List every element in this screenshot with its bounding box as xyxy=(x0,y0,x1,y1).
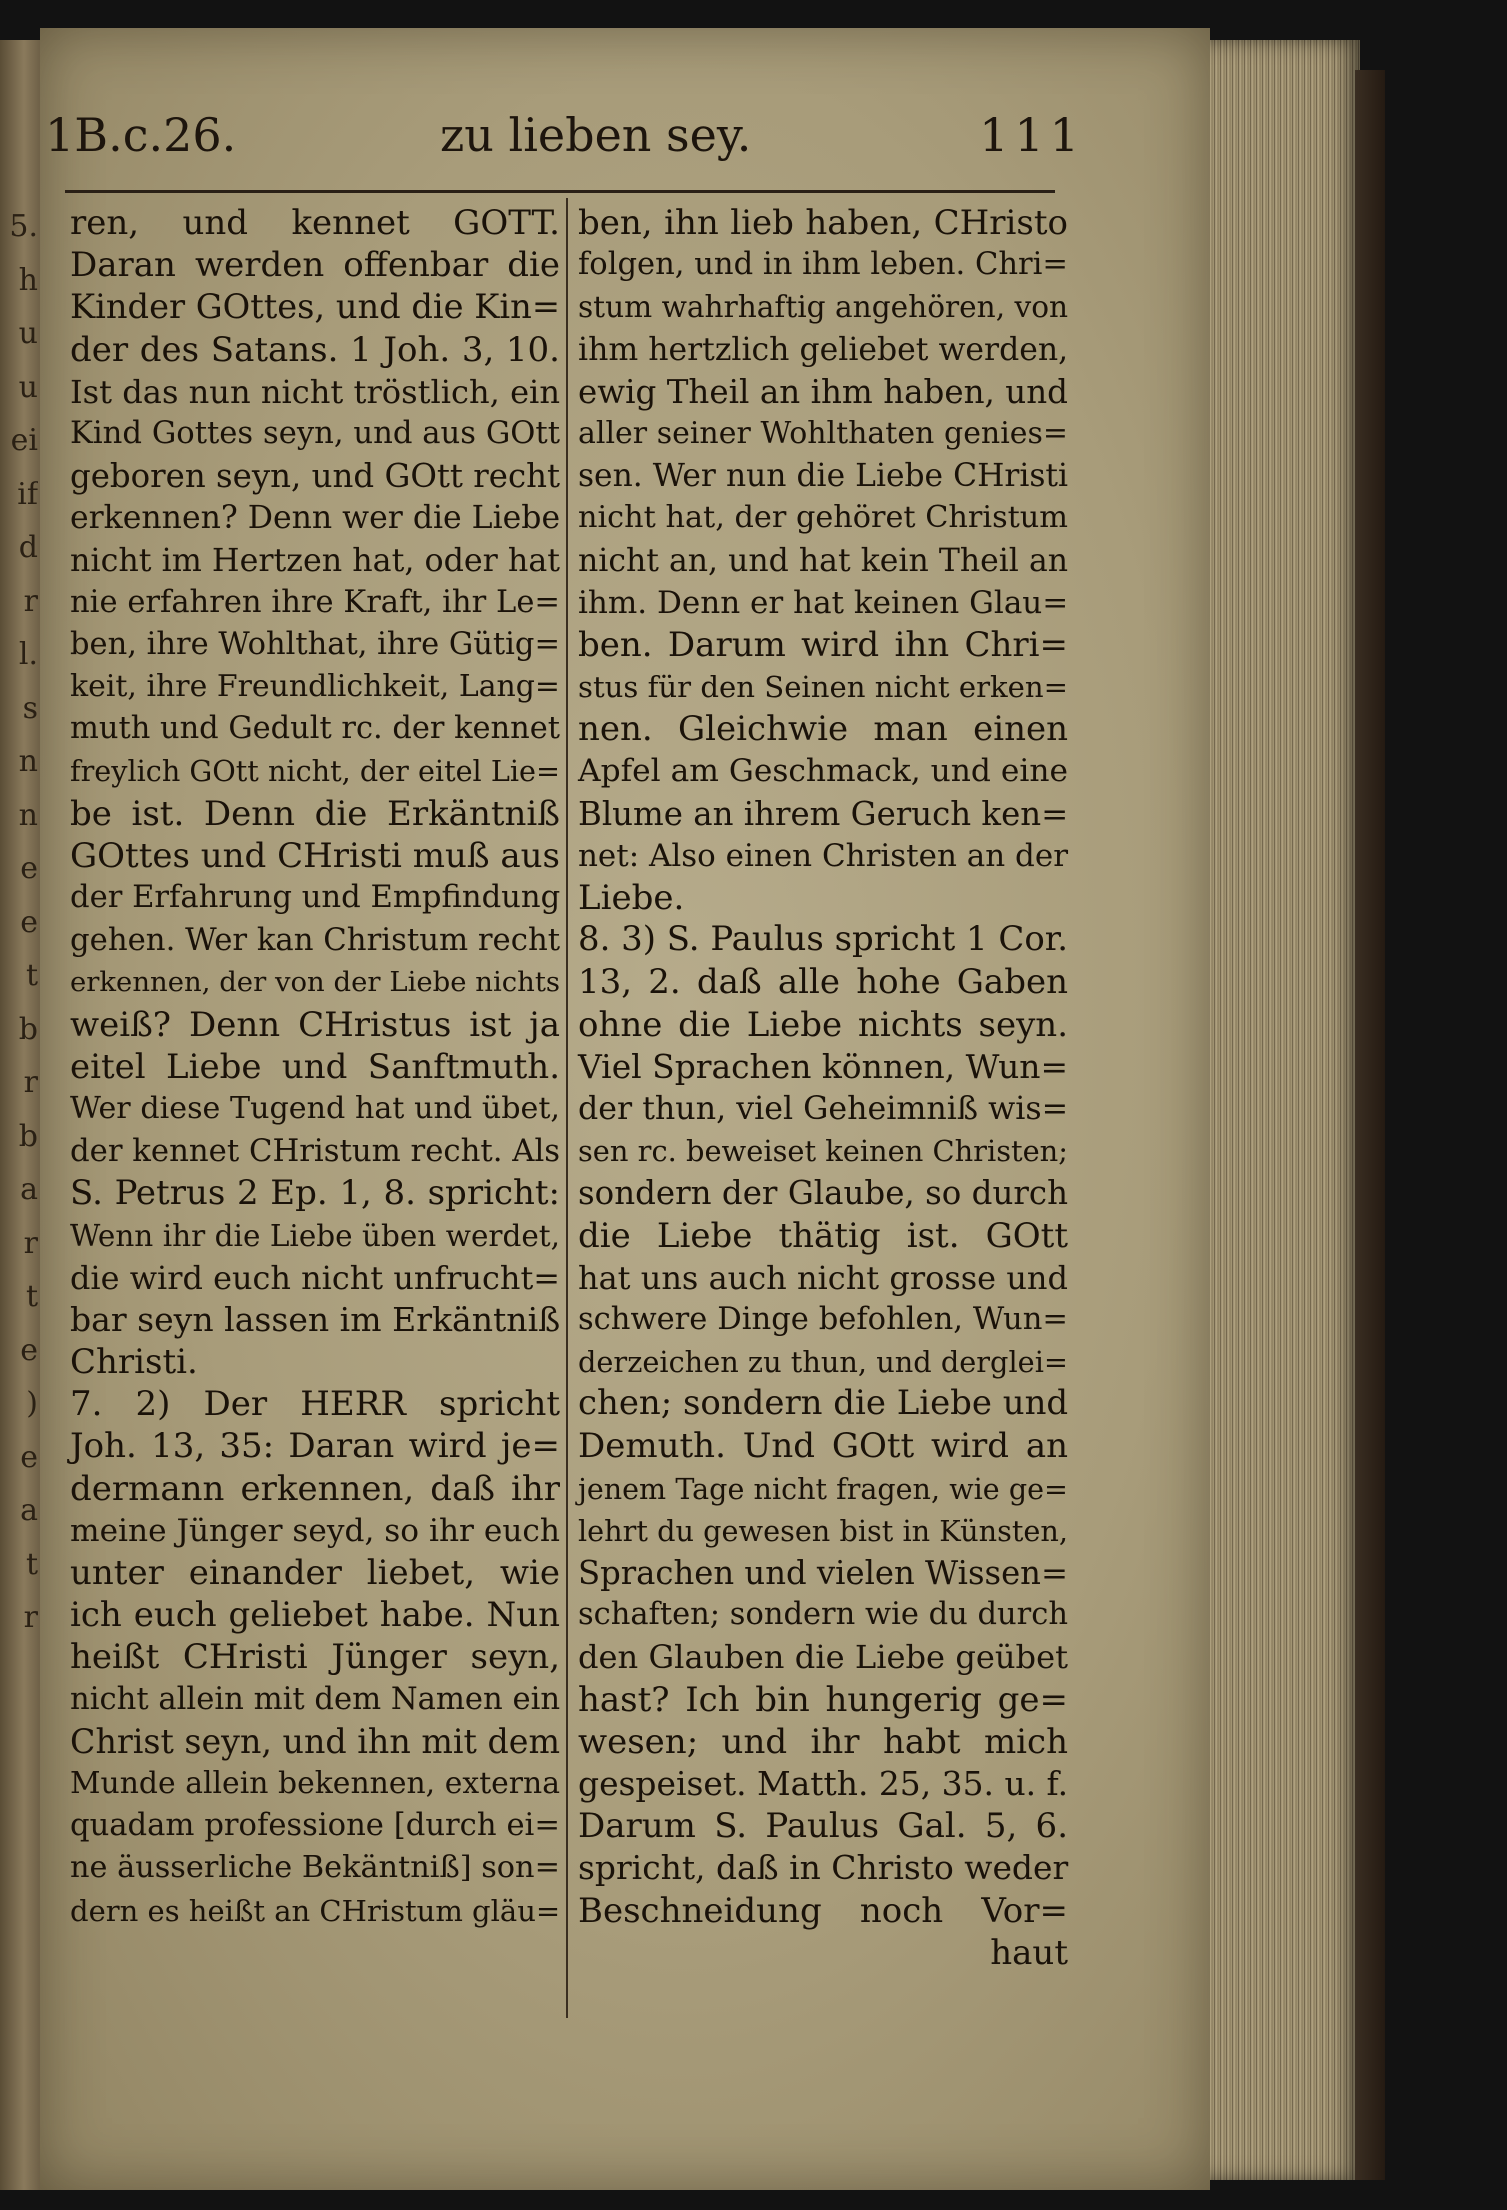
text-line: Kind Gottes seyn, und aus GOtt xyxy=(70,415,560,451)
previous-page-fragment: e xyxy=(20,1332,38,1368)
text-line: chen; sondern die Liebe und xyxy=(578,1384,1069,1424)
text-line: haut xyxy=(990,1932,1068,1973)
text-line: folgen, und in ihm leben. Chri= xyxy=(578,247,1068,283)
text-line: ren, und kennet GOTT. xyxy=(70,203,560,243)
right-column xyxy=(578,202,1068,1974)
text-line: Daran werden offenbar die xyxy=(70,245,560,286)
text-line: ben, ihn lieb haben, CHristo xyxy=(578,203,1068,243)
previous-page-fragment: r xyxy=(23,1225,38,1261)
previous-page-fragment: b xyxy=(18,1011,38,1047)
text-line: nicht allein mit dem Namen ein xyxy=(70,1681,561,1717)
text-line: hast? Ich bin hungerig ge= xyxy=(578,1679,1068,1720)
book-cover-edge xyxy=(1355,70,1385,2180)
previous-page-fragment: a xyxy=(20,1172,38,1207)
text-line: Ist das nun nicht tröstlich, ein xyxy=(70,372,560,411)
left-column xyxy=(70,202,560,1932)
text-line: dern es heißt an CHristum gläu= xyxy=(70,1893,561,1928)
text-line: ben, ihre Wohlthat, ihre Gütig= xyxy=(70,626,560,662)
text-line: nicht hat, der gehöret Christum xyxy=(578,500,1068,536)
text-line: Munde allein bekennen, externa xyxy=(70,1765,560,1801)
previous-page-fragment: if xyxy=(17,476,38,512)
text-line: 8. 3) S. Paulus spricht 1 Cor. xyxy=(578,920,1069,960)
text-line: den Glauben die Liebe geübet xyxy=(578,1638,1068,1677)
text-line: ich euch geliebet habe. Nun xyxy=(70,1595,560,1636)
text-line: S. Petrus 2 Ep. 1, 8. spricht: xyxy=(70,1173,560,1214)
previous-page-fragment: l. xyxy=(18,637,38,672)
previous-page-fragment: ) xyxy=(26,1386,38,1421)
text-line: der thun, viel Geheimniß wis= xyxy=(578,1090,1069,1127)
text-line: stum wahrhaftig angehören, von xyxy=(578,290,1069,325)
text-line: wesen; und ihr habt mich xyxy=(578,1721,1068,1762)
text-line: Demuth. Und GOtt wird an xyxy=(578,1426,1068,1467)
text-line: geboren seyn, und GOtt recht xyxy=(70,457,560,496)
text-line: schwere Dinge befohlen, Wun= xyxy=(578,1301,1068,1337)
text-line: Beschneidung noch Vor= xyxy=(578,1890,1068,1931)
text-line: muth und Gedult rc. der kennet xyxy=(70,711,560,747)
text-line: der Erfahrung und Empfindung xyxy=(70,880,561,915)
text-line: Wenn ihr die Liebe üben werdet, xyxy=(70,1218,560,1253)
text-line: der kennet CHristum recht. Als xyxy=(70,1133,561,1170)
text-line: nicht an, und hat kein Theil an xyxy=(578,542,1068,579)
text-line: Liebe. xyxy=(578,878,685,918)
header-rule xyxy=(65,190,1055,193)
text-line: Christ seyn, und ihn mit dem xyxy=(70,1721,560,1761)
text-line: derzeichen zu thun, und derglei= xyxy=(578,1345,1068,1380)
column-divider xyxy=(566,198,568,2018)
text-line: unter einander liebet, wie xyxy=(70,1553,560,1593)
text-line: jenem Tage nicht fragen, wie ge= xyxy=(578,1471,1068,1506)
text-line: gehen. Wer kan Christum recht xyxy=(70,922,561,959)
text-line: Blume an ihrem Geruch ken= xyxy=(578,794,1069,833)
text-line: Sprachen und vielen Wissen= xyxy=(578,1554,1068,1592)
text-line: erkennen, der von der Liebe nichts xyxy=(70,966,560,999)
page-number: 111 xyxy=(979,108,1085,162)
text-line: 13, 2. daß alle hohe Gaben xyxy=(578,962,1068,1003)
text-line: Christi. xyxy=(70,1342,198,1383)
text-line: die wird euch nicht unfrucht= xyxy=(70,1258,560,1297)
text-line: keit, ihre Freundlichkeit, Lang= xyxy=(70,669,560,705)
previous-page-fragment: t xyxy=(25,958,38,993)
text-line: Apfel am Geschmack, und eine xyxy=(578,753,1068,790)
text-line: eitel Liebe und Sanftmuth. xyxy=(70,1046,560,1087)
previous-page-fragment: e xyxy=(20,904,38,940)
text-line: ewig Theil an ihm haben, und xyxy=(578,372,1068,411)
text-line: 7. 2) Der HERR spricht xyxy=(70,1384,560,1425)
previous-page-fragment: t xyxy=(25,1279,38,1314)
running-head-left: 1B.c.26. xyxy=(45,108,237,162)
text-line: sondern der Glaube, so durch xyxy=(578,1174,1068,1213)
previous-page-fragment: r xyxy=(23,583,38,619)
previous-page-fragment: ei xyxy=(10,423,38,458)
text-line: net: Also einen Christen an der xyxy=(578,837,1068,874)
running-head-title: zu lieben sey. xyxy=(440,108,752,162)
text-line: quadam professione [durch ei= xyxy=(70,1808,560,1844)
text-line: dermann erkennen, daß ihr xyxy=(70,1468,560,1509)
text-line: ben. Darum wird ihn Chri= xyxy=(578,624,1068,665)
text-line: die Liebe thätig ist. GOtt xyxy=(578,1215,1068,1256)
text-line: freylich GOtt nicht, der eitel Lie= xyxy=(70,754,560,789)
previous-page-fragment: u xyxy=(18,369,38,405)
previous-page-edge xyxy=(0,40,40,2190)
running-head xyxy=(45,108,1085,174)
text-line: nie erfahren ihre Kraft, ihr Le= xyxy=(70,584,560,620)
text-line: hat uns auch nicht grosse und xyxy=(578,1258,1068,1297)
text-line: ne äusserliche Bekäntniß] son= xyxy=(70,1850,560,1886)
text-line: lehrt du gewesen bist in Künsten, xyxy=(578,1513,1068,1548)
previous-page-fragment: d xyxy=(18,530,38,565)
text-line: stus für den Seinen nicht erken= xyxy=(578,670,1068,705)
previous-page-fragment: h xyxy=(18,262,38,298)
previous-page-fragment: n xyxy=(18,744,38,779)
text-line: der des Satans. 1 Joh. 3, 10. xyxy=(70,329,560,370)
previous-page-fragment: s xyxy=(22,690,38,726)
previous-page-fragment: n xyxy=(18,797,38,833)
text-line: GOttes und CHristi muß aus xyxy=(70,835,560,876)
text-line: Joh. 13, 35: Daran wird je= xyxy=(70,1426,560,1467)
page-fore-edge xyxy=(1190,40,1360,2180)
previous-page-fragment: u xyxy=(18,316,38,351)
text-line: aller seiner Wohlthaten genies= xyxy=(578,415,1068,451)
text-line: Viel Sprachen können, Wun= xyxy=(578,1046,1069,1086)
previous-page-letters xyxy=(0,200,38,2100)
text-line: nicht im Hertzen hat, oder hat xyxy=(70,542,560,579)
text-line: meine Jünger seyd, so ihr euch xyxy=(70,1512,560,1549)
previous-page-fragment: a xyxy=(20,1493,38,1528)
text-line: weiß? Denn CHristus ist ja xyxy=(70,1004,560,1045)
previous-page-fragment: e xyxy=(20,1439,38,1475)
previous-page-fragment: r xyxy=(23,1600,38,1635)
text-line: sen. Wer nun die Liebe CHristi xyxy=(578,458,1068,495)
previous-page-fragment: e xyxy=(20,851,38,886)
previous-page-fragment: 5. xyxy=(9,209,38,244)
text-line: spricht, daß in Christo weder xyxy=(578,1848,1069,1888)
text-line: erkennen? Denn wer die Liebe xyxy=(70,500,561,537)
text-line: sen rc. beweiset keinen Christen; xyxy=(578,1134,1068,1169)
previous-page-fragment: r xyxy=(23,1065,38,1100)
text-line: heißt CHristi Jünger seyn, xyxy=(70,1637,560,1678)
text-line: bar seyn lassen im Erkäntniß xyxy=(70,1299,561,1339)
text-line: ihm hertzlich geliebet werden, xyxy=(578,331,1069,368)
text-line: gespeiset. Matth. 25, 35. u. f. xyxy=(578,1763,1069,1803)
text-line: nen. Gleichwie man einen xyxy=(578,709,1068,750)
text-line: ihm. Denn er hat keinen Glau= xyxy=(578,584,1069,621)
text-line: Wer diese Tugend hat und übet, xyxy=(70,1090,560,1126)
previous-page-fragment: t xyxy=(25,1546,38,1582)
text-line: schaften; sondern wie du durch xyxy=(578,1597,1068,1633)
text-line: Darum S. Paulus Gal. 5, 6. xyxy=(578,1806,1068,1847)
text-line: be ist. Denn die Erkäntniß xyxy=(70,793,560,834)
text-line: ohne die Liebe nichts seyn. xyxy=(578,1004,1068,1045)
text-line: Kinder GOttes, und die Kin= xyxy=(70,287,561,327)
previous-page-fragment: b xyxy=(18,1118,38,1154)
